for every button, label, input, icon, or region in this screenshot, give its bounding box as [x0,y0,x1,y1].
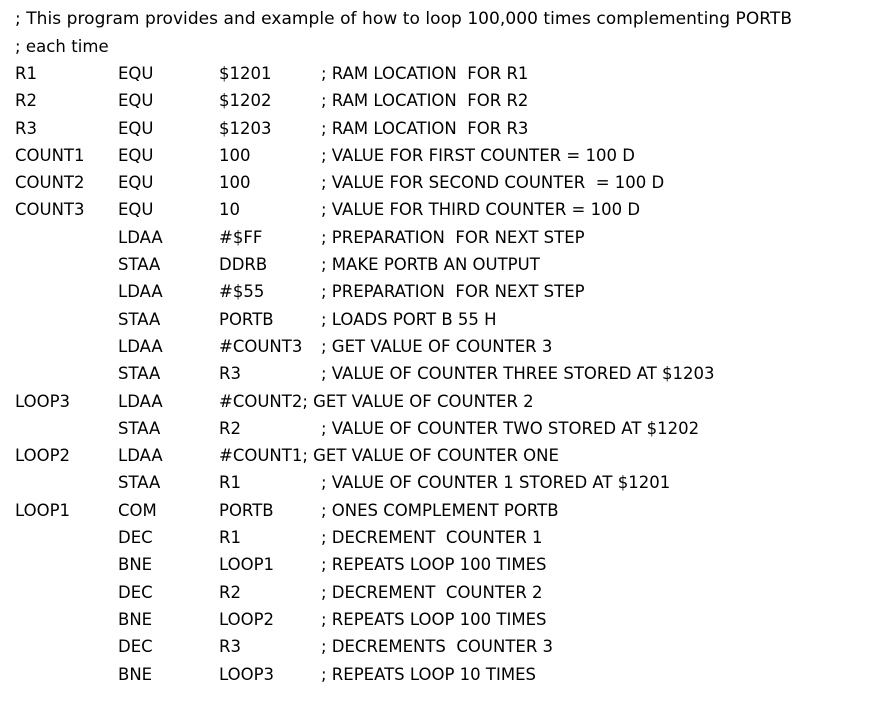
code-operand: #COUNT3 [219,336,303,356]
code-line [15,633,865,660]
code-comment: ; VALUE OF COUNTER THREE STORED AT $1203 [321,364,715,384]
code-label: COUNT1 [15,145,85,165]
code-operand: LOOP3 [219,664,275,684]
code-operand: $1203 [219,118,272,138]
code-line [15,224,865,251]
code-operand: LOOP1 [219,555,275,575]
code-comment: ; DECREMENTS COUNTER 3 [321,637,554,657]
code-opcode: EQU [118,118,154,138]
code-line [15,415,865,442]
code-comment: ; DECREMENT COUNTER 2 [321,582,543,602]
code-opcode: STAA [118,255,161,275]
code-opcode: DEC [118,582,153,602]
code-line [15,142,865,169]
code-line [15,442,865,469]
code-operand-comment: #COUNT1; GET VALUE OF COUNTER ONE [219,446,559,466]
code-operand: PORTB [219,309,274,329]
code-block [15,60,865,688]
header-comment-line-1: ; This program provides and example of how to loop 100,000 times complementing PORTB [15,9,793,29]
code-comment: ; VALUE OF COUNTER 1 STORED AT $1201 [321,473,671,493]
code-operand: #$FF [219,227,263,247]
code-operand: LOOP2 [219,609,275,629]
code-opcode: LDAA [118,227,163,247]
code-line [15,551,865,578]
code-comment: ; REPEATS LOOP 100 TIMES [321,555,547,575]
code-operand: R1 [219,473,241,493]
code-line [15,579,865,606]
code-line [15,278,865,305]
code-opcode: LDAA [118,282,163,302]
code-comment: ; REPEATS LOOP 100 TIMES [321,609,547,629]
code-operand: $1202 [219,91,272,111]
code-comment: ; LOADS PORT B 55 H [321,309,497,329]
code-comment: ; MAKE PORTB AN OUTPUT [321,255,540,275]
code-opcode: EQU [118,64,154,83]
code-line [15,306,865,333]
code-operand: DDRB [219,255,268,275]
code-opcode: BNE [118,664,153,684]
code-operand: R3 [219,637,241,657]
code-line [15,469,865,496]
code-opcode: BNE [118,609,153,629]
code-operand: R2 [219,582,241,602]
code-comment: ; VALUE FOR FIRST COUNTER = 100 D [321,145,635,165]
assembly-listing [15,6,865,688]
code-operand: $1201 [219,64,272,83]
code-comment: ; ONES COMPLEMENT PORTB [321,500,559,520]
code-opcode: COM [118,500,157,520]
code-label: LOOP1 [15,500,71,520]
code-line [15,60,865,87]
code-opcode: EQU [118,91,154,111]
code-line [15,388,865,415]
code-line [15,606,865,633]
code-line [15,196,865,223]
code-opcode: BNE [118,555,153,575]
code-comment: ; GET VALUE OF COUNTER 3 [321,336,553,356]
code-opcode: DEC [118,528,153,548]
code-comment: ; VALUE OF COUNTER TWO STORED AT $1202 [321,418,700,438]
code-line [15,87,865,114]
code-opcode: EQU [118,200,154,220]
code-line [15,524,865,551]
code-label: LOOP2 [15,446,71,466]
code-operand: R1 [219,528,241,548]
code-comment: ; RAM LOCATION FOR R2 [321,91,529,111]
code-opcode: STAA [118,418,161,438]
code-operand-comment: #COUNT2; GET VALUE OF COUNTER 2 [219,391,534,411]
code-line [15,115,865,142]
code-label: R2 [15,91,37,111]
code-opcode: LDAA [118,446,163,466]
code-comment: ; PREPARATION FOR NEXT STEP [321,282,585,302]
code-comment: ; RAM LOCATION FOR R3 [321,118,529,138]
code-operand: PORTB [219,500,274,520]
code-label: R3 [15,118,37,138]
code-line [15,251,865,278]
code-opcode: LDAA [118,336,163,356]
code-comment: ; DECREMENT COUNTER 1 [321,528,543,548]
code-label: COUNT3 [15,200,85,220]
code-label: R1 [15,64,37,83]
code-opcode: LDAA [118,391,163,411]
code-line [15,497,865,524]
header-comment-line-2: ; each time [15,37,109,56]
code-opcode: STAA [118,309,161,329]
code-operand: R3 [219,364,241,384]
code-operand: #$55 [219,282,265,302]
code-opcode: STAA [118,364,161,384]
code-comment: ; VALUE FOR SECOND COUNTER = 100 D [321,173,665,193]
code-label: LOOP3 [15,391,71,411]
code-operand: R2 [219,418,241,438]
code-opcode: STAA [118,473,161,493]
code-comment: ; REPEATS LOOP 10 TIMES [321,664,536,684]
code-operand: 10 [219,200,240,220]
code-opcode: DEC [118,637,153,657]
code-line [15,360,865,387]
code-comment: ; RAM LOCATION FOR R1 [321,64,529,83]
code-operand: 100 [219,173,251,193]
code-opcode: EQU [118,173,154,193]
code-operand: 100 [219,145,251,165]
code-comment: ; PREPARATION FOR NEXT STEP [321,227,585,247]
code-line [15,169,865,196]
code-opcode: EQU [118,145,154,165]
code-label: COUNT2 [15,173,85,193]
code-comment: ; VALUE FOR THIRD COUNTER = 100 D [321,200,641,220]
code-line [15,333,865,360]
code-line [15,661,865,688]
